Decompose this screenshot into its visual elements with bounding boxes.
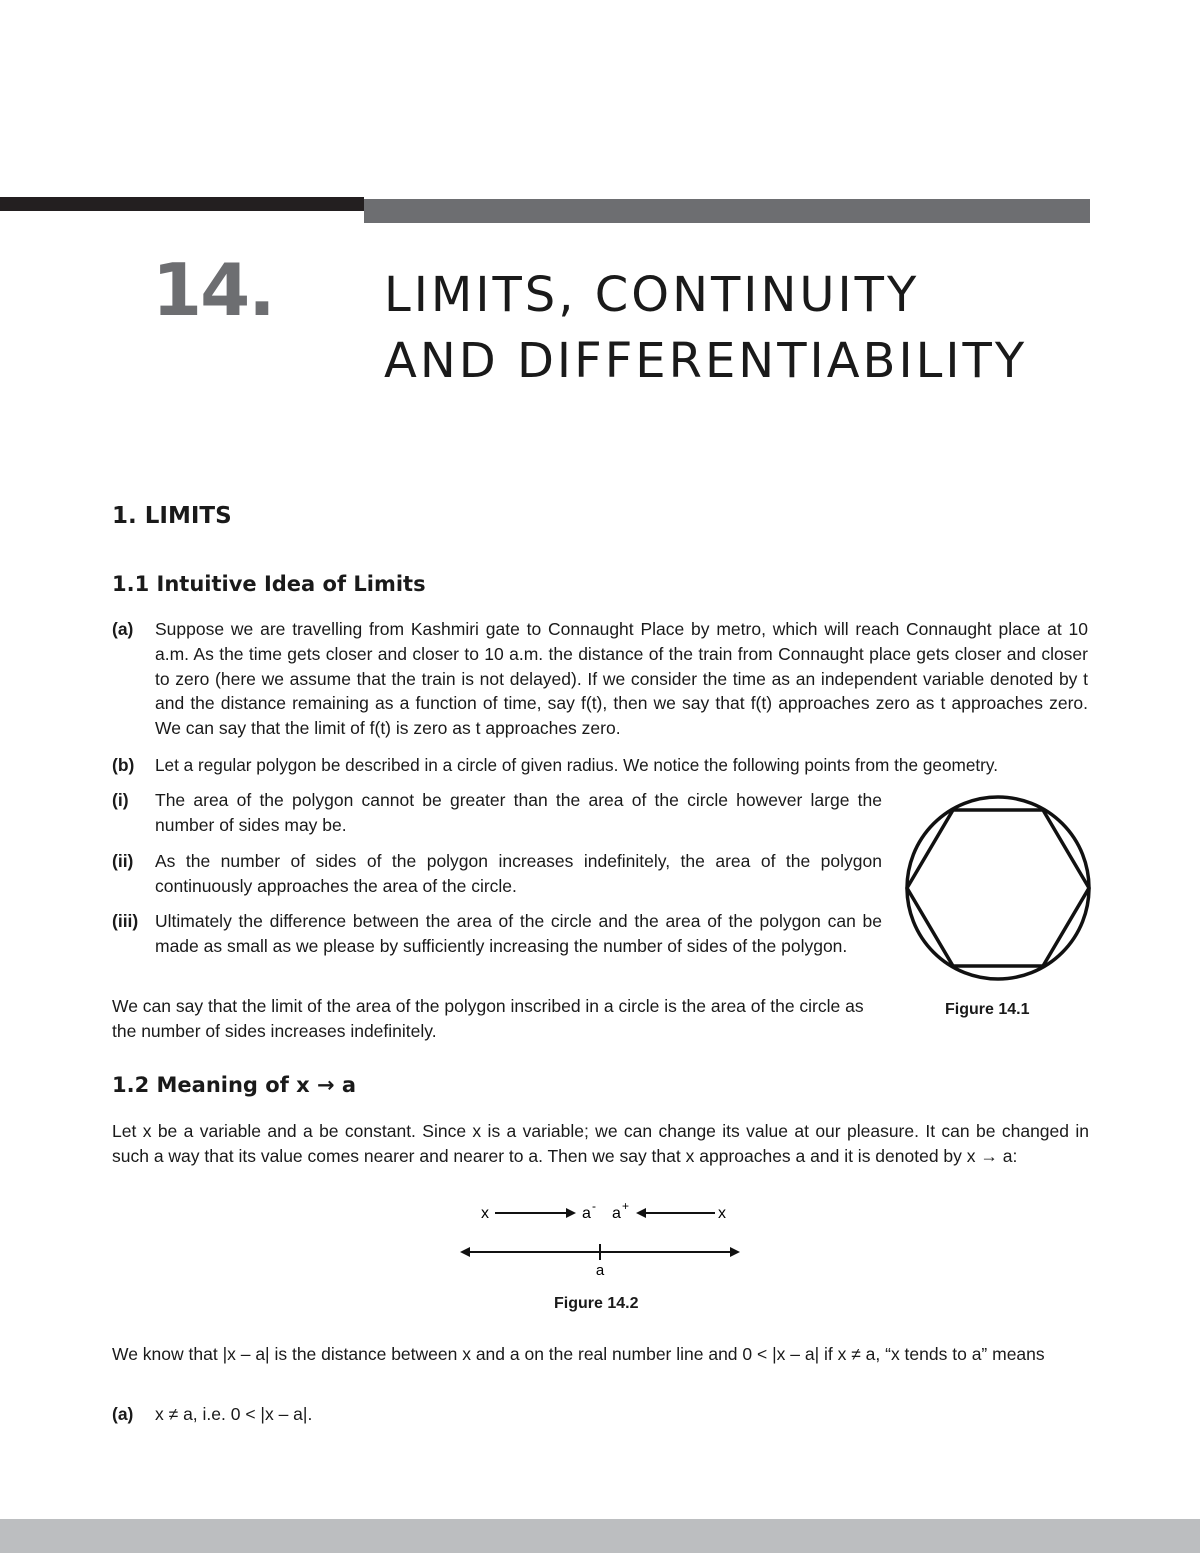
chapter-title-line2: AND DIFFERENTIABILITY: [384, 333, 1028, 389]
limit-conclusion-text: We can say that the limit of the area of the polygon inscribed in a circle is the area of the circle as the number of sides increases indefinitely.: [112, 996, 864, 1041]
label-a-plus: a: [612, 1205, 621, 1222]
distance-paragraph: We know that |x – a| is the distance between x and a on the real number line and 0 < |x – a| if x ≠ a, “x tends to a” means: [112, 1344, 1045, 1364]
label-a-plus-sup: +: [622, 1199, 630, 1213]
item-i-label: (i): [112, 790, 129, 810]
figure-14-2-number-line: [440, 1196, 760, 1280]
item-ii-label: (ii): [112, 851, 134, 871]
chapter-title: [384, 262, 1027, 394]
footer-band: [0, 1519, 1200, 1553]
item-a-label: (a): [112, 619, 134, 639]
item-iii-text: Ultimately the difference between the area of the circle and the area of the polygon can be made as small as we please by sufficiently increasing the number of sides of the polygon.: [155, 911, 882, 956]
subsection-heading-intuitive-idea: 1.1 Intuitive Idea of Limits: [112, 572, 426, 596]
meaning-paragraph: Let x be a variable and a be constant. Since x is a variable; we can change its value at our pleasure. It can be changed in such a way that its value comes nearer and nearer to a. Then we say that x approaches a and it is denoted by x → a:: [112, 1121, 1089, 1166]
meaning-item-a-text: x ≠ a, i.e. 0 < |x – a|.: [155, 1404, 313, 1424]
meaning-item-a-label: (a): [112, 1404, 134, 1424]
chapter-title-line1: LIMITS, CONTINUITY: [384, 267, 920, 323]
item-ii-text: As the number of sides of the polygon increases indefinitely, the area of the polygon continuously approaches the area of the circle.: [155, 851, 882, 896]
item-iii-label: (iii): [112, 911, 139, 931]
item-b-label: (b): [112, 755, 135, 775]
subsection-heading-meaning: 1.2 Meaning of x → a: [112, 1073, 357, 1097]
item-b-text: Let a regular polygon be described in a circle of given radius. We notice the following points from the geometry.: [155, 755, 998, 775]
section-heading-limits: 1. LIMITS: [112, 503, 232, 529]
figure-14-1-circle-hexagon: [900, 790, 1096, 986]
circle-shape: [907, 797, 1089, 979]
header-bar-dark: [0, 197, 364, 211]
item-a-text: Suppose we are travelling from Kashmiri gate to Connaught Place by metro, which will reach Connaught place at 10 a.m. As the time gets closer and closer to 10 a.m. the distance of the train from Connaught place gets closer and closer to zero (here we assume that the train is not delayed). If we consider the time as an independent variable denoted by t and the distance remaining as a function of time, say f(t), then we say that f(t) approaches zero as t approaches zero. We can say that the limit of f(t) is zero as t approaches zero.: [155, 619, 1088, 739]
label-x-left: x: [481, 1205, 489, 1222]
label-x-right: x: [718, 1205, 726, 1222]
label-a-minus: a: [582, 1205, 591, 1222]
chapter-number: 14.: [152, 248, 274, 332]
figure-14-2-caption: Figure 14.2: [554, 1295, 639, 1312]
header-bar-gray: [364, 199, 1090, 223]
label-a-point: a: [595, 1262, 605, 1279]
label-a-minus-sup: -: [592, 1199, 596, 1213]
figure-14-1-caption: Figure 14.1: [945, 1001, 1030, 1018]
hexagon-shape: [907, 810, 1089, 966]
item-i-text: The area of the polygon cannot be greater than the area of the circle however large the number of sides may be.: [155, 790, 882, 835]
